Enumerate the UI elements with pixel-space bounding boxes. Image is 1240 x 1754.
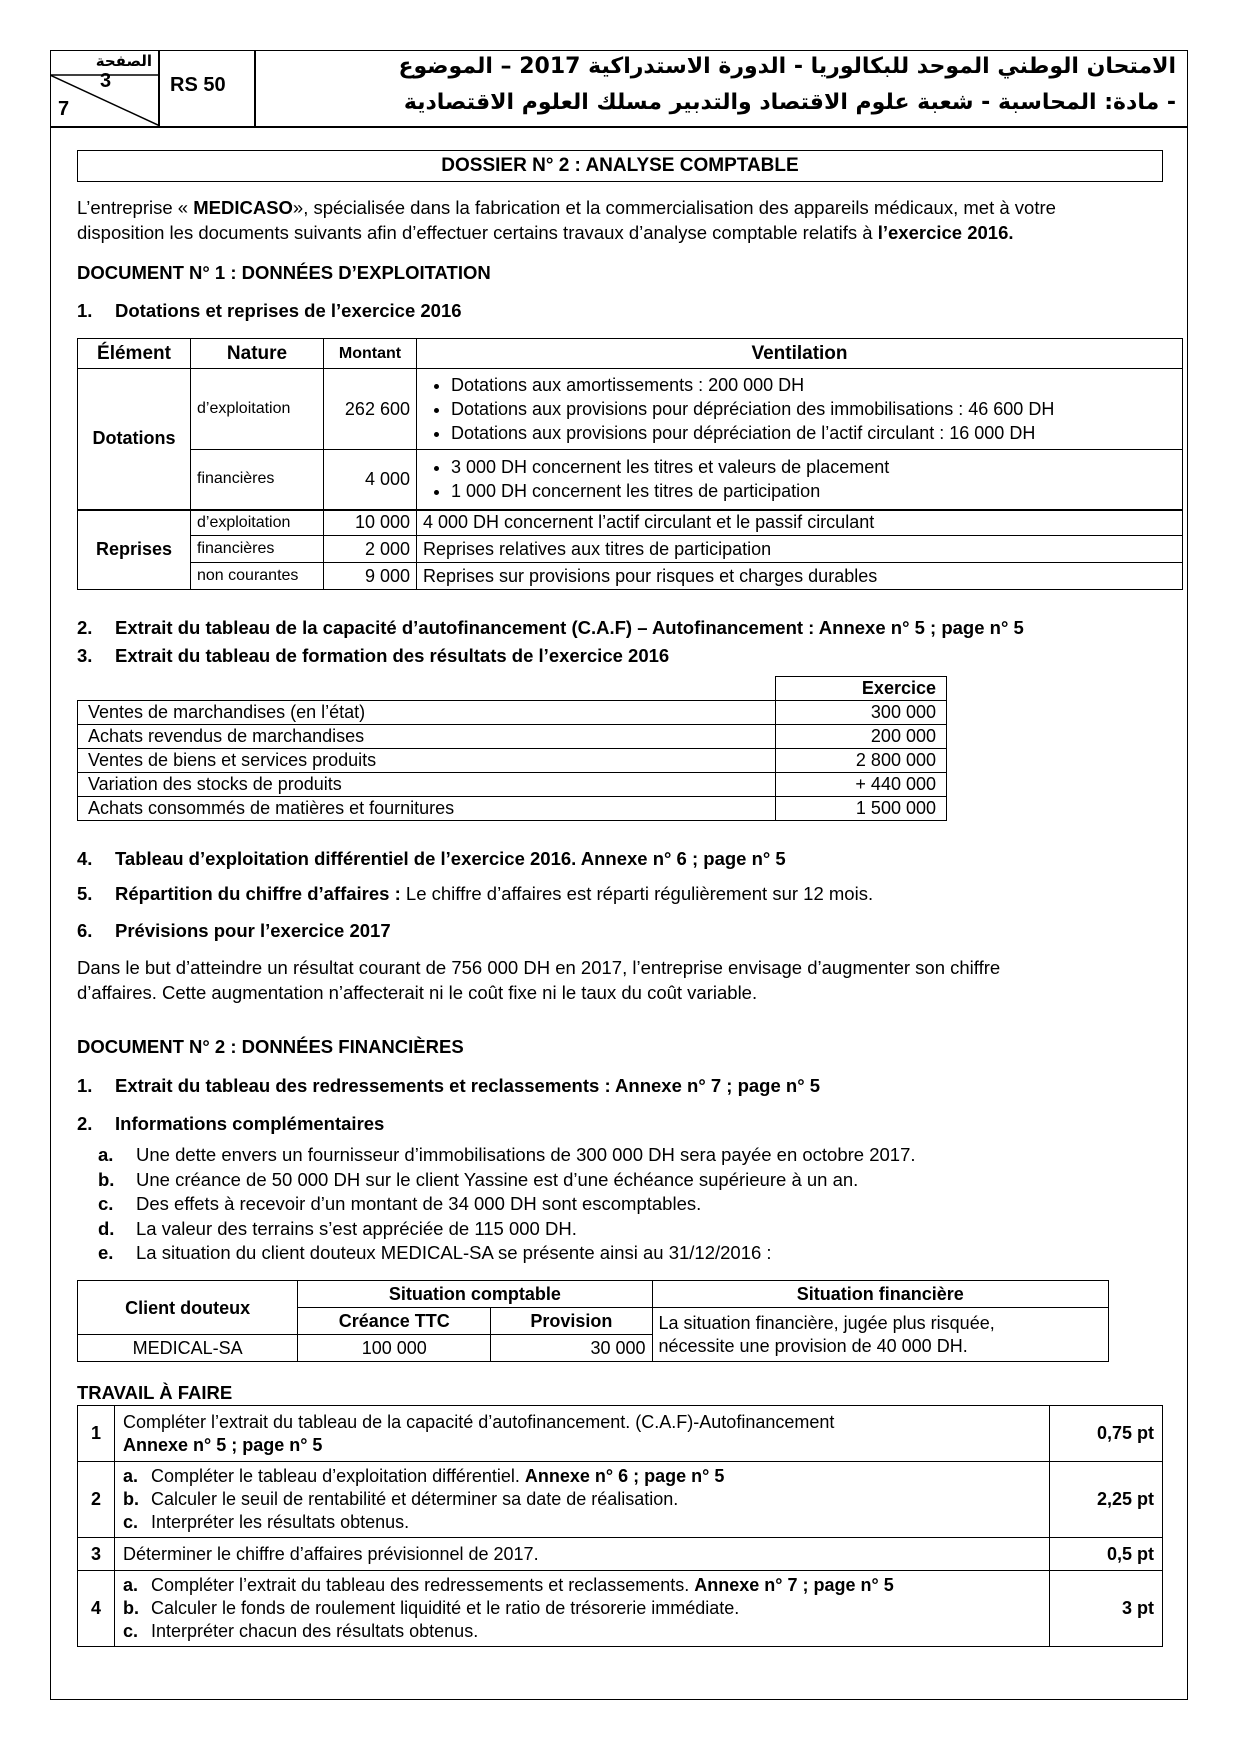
doc2-title: DOCUMENT N° 2 : DONNÉES FINANCIÈRES [77, 1036, 464, 1057]
doc1-section6: 6. Prévisions pour l’exercice 2017 [77, 920, 391, 941]
exam-title-line1: الامتحان الوطني الموحد للبكالوريا - الدورة الاستدراكية 2017 – الموضوع [398, 54, 1176, 79]
doc2-section2: 2. Informations complémentaires [77, 1113, 385, 1134]
list-item: • 1 000 DH concernent les titres de participation [451, 479, 1176, 503]
list-item: b. Une créance de 50 000 DH sur le client Yassine est d’une échéance supérieure à un an. [98, 1168, 859, 1190]
page-total: 7 [58, 98, 70, 120]
doc1-title: DOCUMENT N° 1 : DONNÉES D’EXPLOITATION [77, 262, 491, 283]
intro-line2: disposition les documents suivants afin d’effectuer certains travaux d’analyse comptable relatifs à l’exercice 2016. [77, 222, 1014, 243]
list-item: e. La situation du client douteux MEDICAL-SA se présente ainsi au 31/12/2016 : [98, 1242, 772, 1263]
table-row: Ventes de biens et services produits 2 800 000 [78, 749, 947, 773]
subject-code: RS 50 [170, 74, 226, 96]
list-item: • Dotations aux provisions pour dépréciation de l’actif circulant : 16 000 DH [451, 421, 1176, 445]
doc1-section5: 5. Répartition du chiffre d’affaires : Le chiffre d’affaires est réparti régulièrement sur 12 mois. [77, 883, 874, 904]
list-item: a. Une dette envers un fournisseur d’immobilisations de 300 000 DH sera payée en octobre 2017. [98, 1144, 916, 1165]
table-row: Ventes de marchandises (en l’état) 300 000 [78, 701, 947, 725]
table-row: 3 Déterminer le chiffre d’affaires prévisionnel de 2017. 0,5 pt [78, 1538, 1163, 1571]
page-label: الصفحة [95, 53, 152, 70]
travail-a-faire-table [77, 1405, 1163, 1647]
table-row: 1 Compléter l’extrait du tableau de la capacité d’autofinancement. (C.A.F)-Autofinancement Annexe n° 5 ; page n° 5 0,75 pt [78, 1406, 1163, 1462]
list-item: • 3 000 DH concernent les titres et valeurs de placement [451, 455, 1176, 479]
list-item: d. La valeur des terrains s’est appréciée de 115 000 DH. [98, 1217, 577, 1239]
doc2-section1: 1. Extrait du tableau des redressements et reclassements : Annexe n° 7 ; page n° 5 [77, 1075, 821, 1096]
table-row: 2 a. Compléter le tableau d’exploitation différentiel. Annexe n° 6 ; page n° 5 b. Calculer le seuil de rentabilité et déterminer sa date de réalisation. c. Interpréter les résultats obtenus. 2,25 pt [78, 1462, 1163, 1538]
table-row: Variation des stocks de produits + 440 000 [78, 773, 947, 797]
subject-code-box [160, 50, 256, 126]
travail-title: TRAVAIL À FAIRE [77, 1382, 233, 1403]
formation-resultats-table: Exercice Ventes de marchandises (en l’état) 300 000 Achats revendus de marchandises 200 000 Ventes de biens et services produits 2 800 000 Variation des stocks de produits + 440 000 Achats consommés de matières et fournitures 1 500 000 [77, 676, 947, 821]
table-row: Achats consommés de matières et fournitures 1 500 000 [78, 797, 947, 821]
dotations-reprises-table: Élément Nature Montant Ventilation Dotations d’exploitation 262 600 • Dotations aux amortissements : 200 000 DH • Dotations aux provisions pour dépréciation des immobilisations : 46 600 DH • Dotations aux provisions pour dépréciation de l’actif circulant : 16 000 DH financières 4 000 • 3 000 DH concernent les titres et valeurs de placement • 1 000 DH concernent les titres de participation Reprises d’exploitation 10 000 4 000 DH concernent l’actif circulant et le passif circulant financières 2 000 Reprises relatives aux titres de participation non courantes 9 000 Reprises sur provisions pour risques et charges durables [77, 338, 1183, 590]
doc1-section1: 1. Dotations et reprises de l’exercice 2016 [77, 300, 462, 321]
doc1-section3: 3. Extrait du tableau de formation des résultats de l’exercice 2016 [77, 645, 670, 666]
page-indicator [50, 50, 160, 126]
intro-line1: L’entreprise « MEDICASO», spécialisée dans la fabrication et la commercialisation des appareils médicaux, met à votre [77, 197, 1056, 218]
list-item: • Dotations aux amortissements : 200 000 DH [451, 373, 1176, 397]
doc1-section4: 4. Tableau d’exploitation différentiel de l’exercice 2016. Annexe n° 6 ; page n° 5 [77, 848, 786, 869]
doc1-s6-line2: d’affaires. Cette augmentation n’affecterait ni le coût fixe ni le taux du coût variable. [77, 982, 758, 1003]
table-row: Achats revendus de marchandises 200 000 [78, 725, 947, 749]
informations-list [98, 1143, 916, 1266]
list-item: • Dotations aux provisions pour dépréciation des immobilisations : 46 600 DH [451, 397, 1176, 421]
client-douteux-table: Client douteux Situation comptable Situation financière Créance TTC Provision La situation financière, jugée plus risquée, nécessite une provision de 40 000 DH. MEDICAL-SA 100 000 30 000 [77, 1280, 1109, 1362]
doc1-section2: 2. Extrait du tableau de la capacité d’autofinancement (C.A.F) – Autofinancement : Annexe n° 5 ; page n° 5 [77, 617, 1024, 638]
page-number: 3 [100, 70, 112, 92]
exam-title-line2: - مادة: المحاسبة - شعبة علوم الاقتصاد والتدبير مسلك العلوم الاقتصادية [403, 90, 1176, 115]
table-row: 4 a. Compléter l’extrait du tableau des redressements et reclassements. Annexe n° 7 ; page n° 5 b. Calculer le fonds de roulement liquidité et le ratio de trésorerie immédiate. c. Interpréter chacun des résultats obtenus. 3 pt [78, 1571, 1163, 1647]
exam-header [50, 50, 1188, 128]
list-item: c. Des effets à recevoir d’un montant de 34 000 DH sont escomptables. [98, 1193, 702, 1214]
dossier-title: DOSSIER N° 2 : ANALYSE COMPTABLE [77, 150, 1163, 182]
doc1-s6-line1: Dans le but d’atteindre un résultat courant de 756 000 DH en 2017, l’entreprise envisage d’augmenter son chiffre [77, 957, 1001, 978]
